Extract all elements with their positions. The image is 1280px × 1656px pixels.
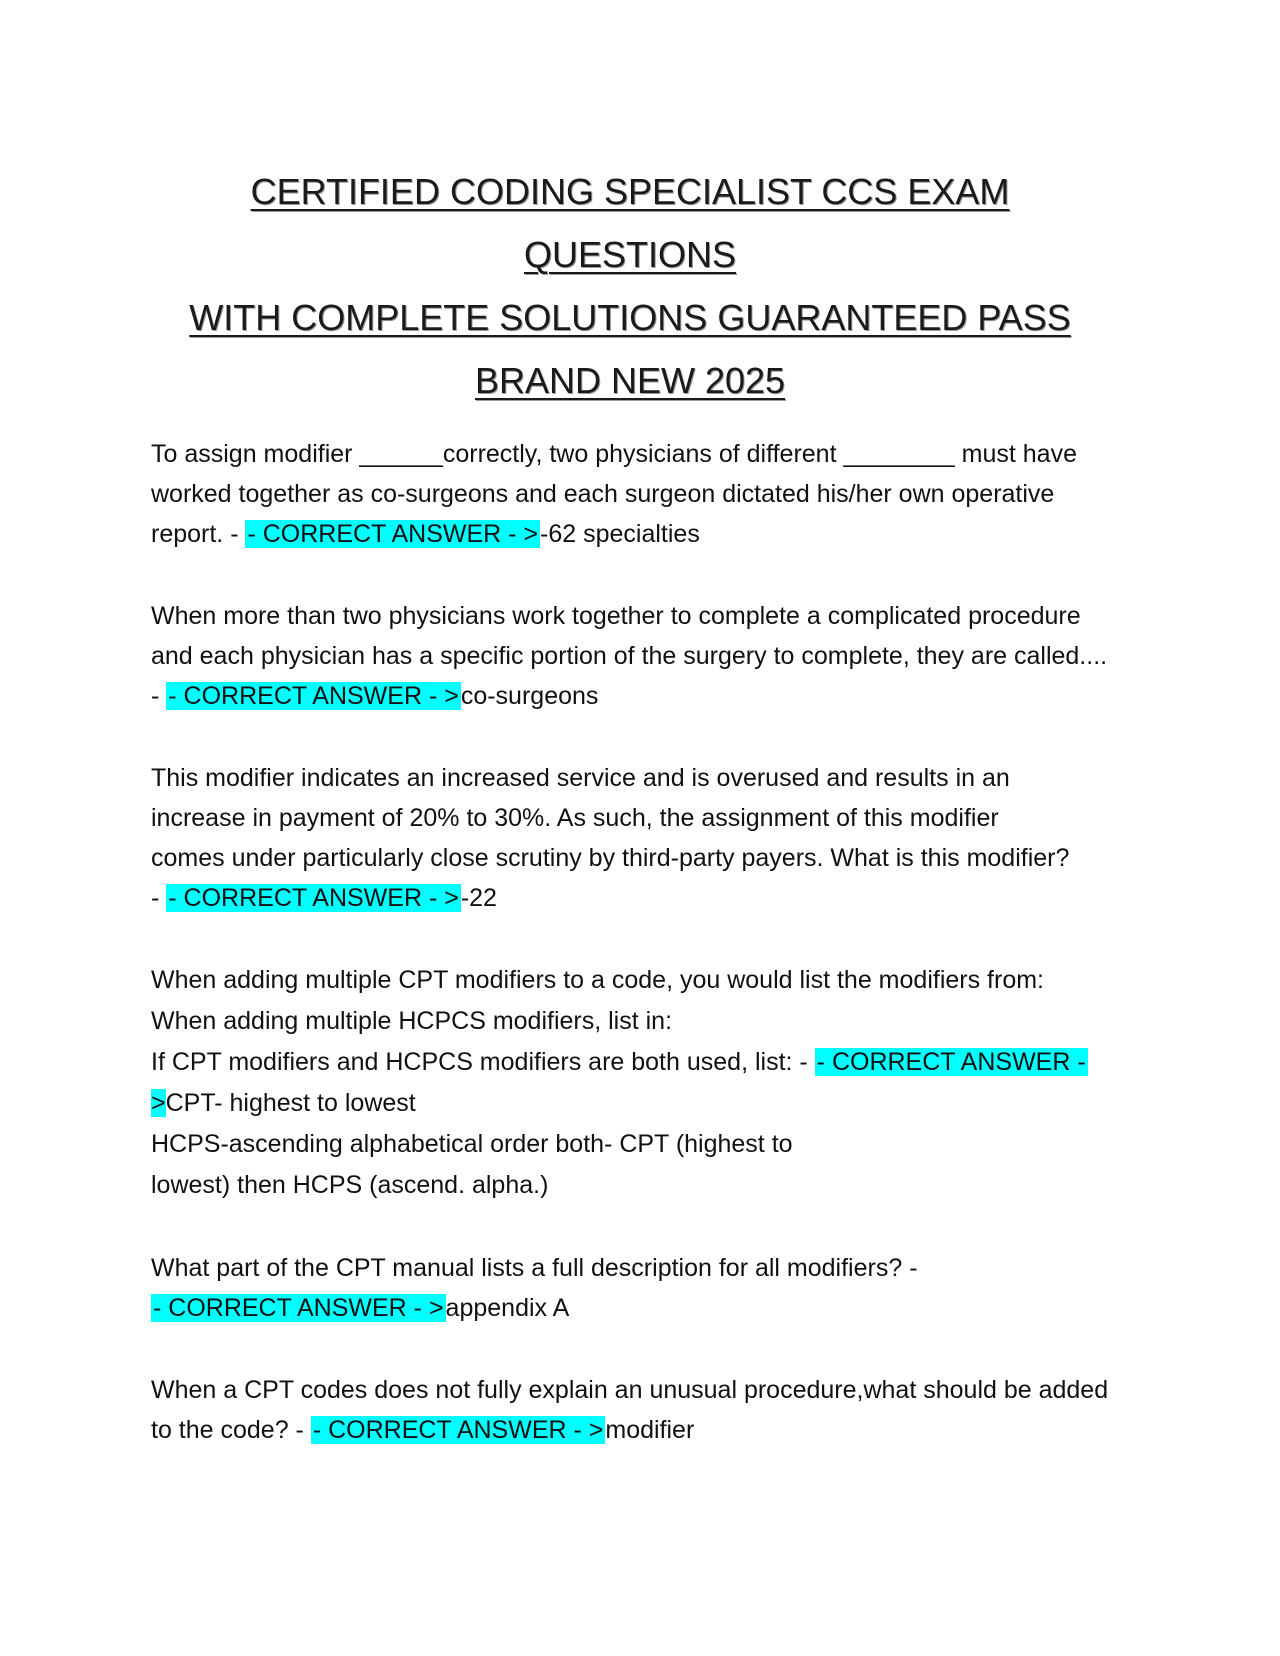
correct-answer-marker: - CORRECT ANSWER - > <box>168 884 459 912</box>
question-text: When more than two physicians work together to complete a complicated procedure and each physician has a specific portion of the surgery to complete, they are called.... - <box>151 602 1108 710</box>
correct-answer-marker: - CORRECT ANSWER - > <box>168 682 459 710</box>
question-text: What part of the CPT manual lists a full description for all modifiers? - <box>151 1254 918 1282</box>
qa-list <box>151 434 1151 1492</box>
answer-text: -22 <box>460 884 497 912</box>
answer-text: modifier <box>605 1416 695 1444</box>
qa-item-1 <box>151 434 1111 554</box>
qa-item-4 <box>151 960 1151 1206</box>
correct-answer-marker: - CORRECT ANSWER - > <box>153 1294 444 1322</box>
document-title <box>150 160 1110 412</box>
question-line-1: When adding multiple CPT modifiers to a code, you would list the modifiers from: <box>151 966 1044 994</box>
answer-text: co-surgeons <box>460 682 599 710</box>
answer-text: appendix A <box>445 1294 570 1322</box>
correct-answer-marker: - CORRECT ANSWER - <box>816 1048 1086 1076</box>
title-line-2: WITH COMPLETE SOLUTIONS GUARANTEED PASS <box>189 297 1071 338</box>
title-line-3: BRAND NEW 2025 <box>474 360 786 401</box>
question-line-2: When adding multiple HCPCS modifiers, list in: <box>151 1007 673 1035</box>
answer-text: -62 specialties <box>540 520 700 548</box>
correct-answer-marker: - CORRECT ANSWER - > <box>312 1416 604 1444</box>
correct-answer-marker: - CORRECT ANSWER - > <box>247 520 539 548</box>
qa-item-6 <box>151 1370 1111 1450</box>
answer-line-3: lowest) then HCPS (ascend. alpha.) <box>151 1171 549 1199</box>
qa-item-2 <box>151 596 1111 716</box>
question-line-3: If CPT modifiers and HCPCS modifiers are both used, list: - <box>151 1048 815 1076</box>
answer-line-2: HCPS-ascending alphabetical order both- CPT (highest to <box>151 1130 793 1158</box>
question-text: To assign modifier ______correctly, two physicians of different ________ must have worked together as co-surgeons and each surgeon dictated his/her own operative report. - <box>151 440 1077 548</box>
qa-item-3 <box>151 758 1071 918</box>
title-line-1: CERTIFIED CODING SPECIALIST CCS EXAM QUESTIONS <box>250 171 1010 275</box>
question-text: When a CPT codes does not fully explain an unusual procedure,what should be added to the code? - <box>151 1376 1109 1444</box>
question-text: This modifier indicates an increased service and is overused and results in an increase in payment of 20% to 30%. As such, the assignment of this modifier comes under particularly close scrutiny by third-party payers. What is this modifier? - <box>151 764 1070 912</box>
qa-item-5 <box>151 1248 971 1328</box>
answer-line-1: CPT- highest to lowest <box>165 1089 416 1117</box>
correct-answer-marker-end: > <box>151 1089 166 1117</box>
